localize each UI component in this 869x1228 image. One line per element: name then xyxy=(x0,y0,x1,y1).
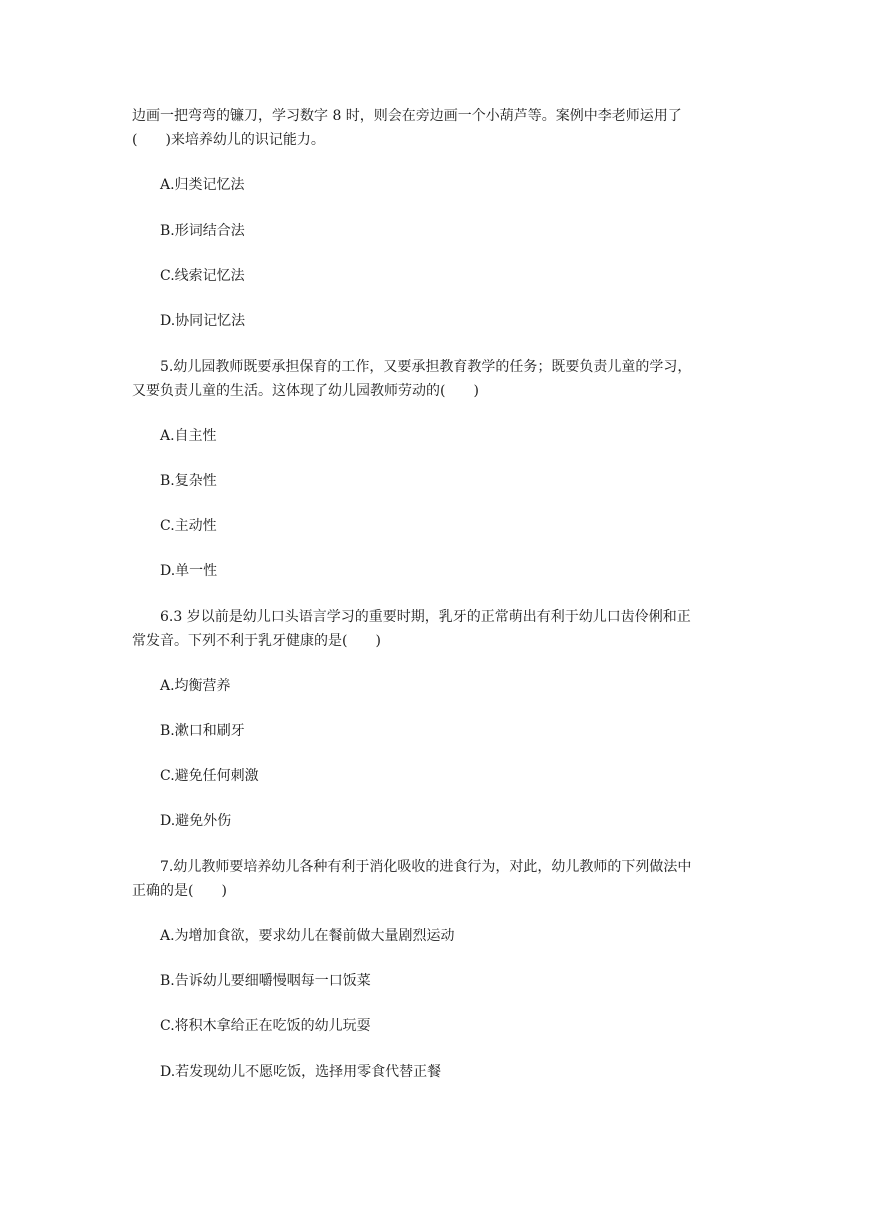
question-6-option-c: C.避免任何刺激 xyxy=(160,768,259,784)
question-5-text-line-2: 又要负责儿童的生活。这体现了幼儿园教师劳动的( ) xyxy=(132,383,479,399)
question-6-text-line-2: 常发音。下列不利于乳牙健康的是( ) xyxy=(132,633,381,649)
question-4-text-line-1: 边画一把弯弯的镰刀，学习数字 8 时，则会在旁边画一个小葫芦等。案例中李老师运用了 xyxy=(132,108,682,124)
question-7-option-a: A.为增加食欲，要求幼儿在餐前做大量剧烈运动 xyxy=(160,928,455,944)
question-4-option-a: A.归类记忆法 xyxy=(160,177,245,193)
question-5-option-d: D.单一性 xyxy=(160,563,218,579)
question-7-option-c: C.将积木拿给正在吃饭的幼儿玩耍 xyxy=(160,1018,371,1034)
question-5-text-line-1: 5.幼儿园教师既要承担保育的工作，又要承担教育教学的任务；既要负责儿童的学习， xyxy=(160,359,692,375)
question-7-option-d: D.若发现幼儿不愿吃饭，选择用零食代替正餐 xyxy=(160,1064,442,1080)
question-5-option-c: C.主动性 xyxy=(160,518,217,534)
question-5-option-b: B.复杂性 xyxy=(160,473,217,489)
question-4-option-c: C.线索记忆法 xyxy=(160,268,245,284)
question-7-text-line-2: 正确的是( ) xyxy=(132,883,227,899)
question-6-option-b: B.漱口和刷牙 xyxy=(160,723,245,739)
question-4-option-d: D.协同记忆法 xyxy=(160,313,246,329)
question-7-option-b: B.告诉幼儿要细嚼慢咽每一口饭菜 xyxy=(160,973,371,989)
question-4-option-b: B.形词结合法 xyxy=(160,223,245,239)
question-6-option-a: A.均衡营养 xyxy=(160,678,231,694)
question-4-text-line-2: ( )来培养幼儿的识记能力。 xyxy=(132,132,325,148)
question-5-option-a: A.自主性 xyxy=(160,428,217,444)
question-7-text-line-1: 7.幼儿教师要培养幼儿各种有利于消化吸收的进食行为，对此，幼儿教师的下列做法中 xyxy=(160,859,692,875)
question-6-option-d: D.避免外伤 xyxy=(160,813,232,829)
question-6-text-line-1: 6.3 岁以前是幼儿口头语言学习的重要时期，乳牙的正常萌出有利于幼儿口齿伶俐和正 xyxy=(160,609,691,625)
